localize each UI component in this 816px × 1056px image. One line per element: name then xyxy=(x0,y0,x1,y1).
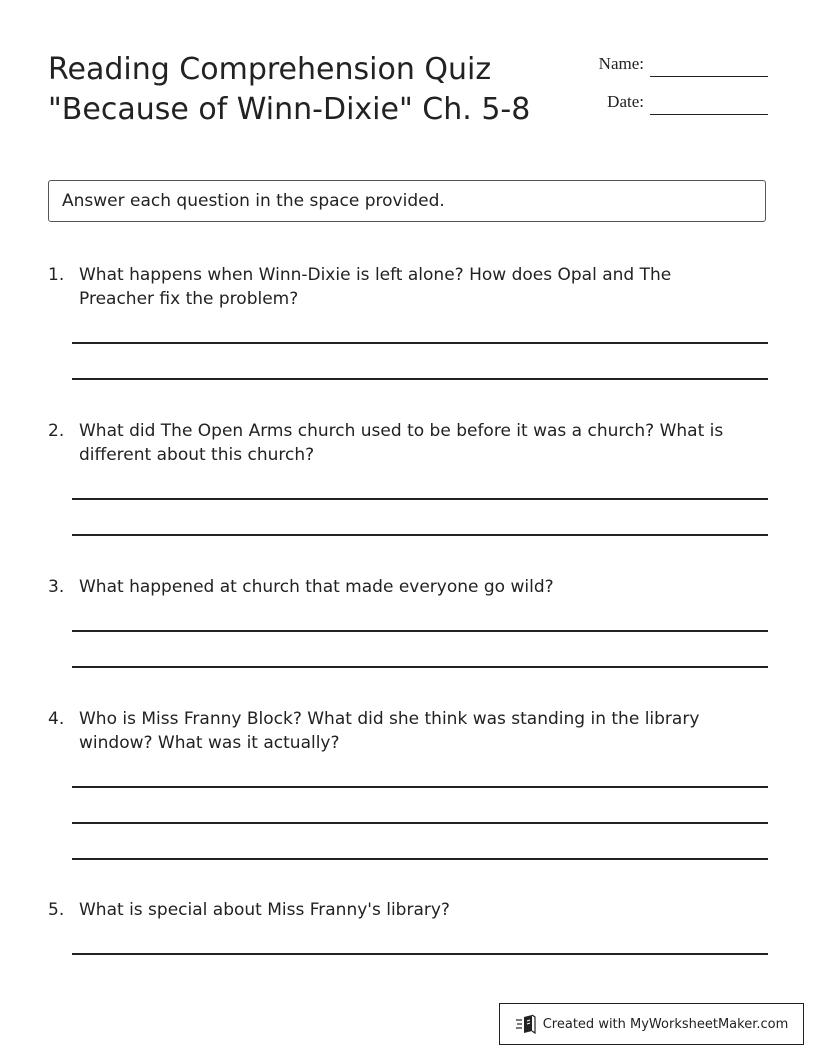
question-text xyxy=(79,419,769,467)
answer-line[interactable] xyxy=(72,630,768,632)
date-blank[interactable] xyxy=(650,114,768,115)
answer-line[interactable] xyxy=(72,534,768,536)
question-number: 3. xyxy=(48,577,65,597)
question-text-line: What is special about Miss Franny's library? xyxy=(79,900,450,920)
question-number: 2. xyxy=(48,421,65,441)
question-number: 1. xyxy=(48,265,65,285)
answer-line[interactable] xyxy=(72,786,768,788)
name-blank[interactable] xyxy=(650,76,768,77)
question-text xyxy=(79,575,769,599)
answer-line[interactable] xyxy=(72,822,768,824)
question-text-line: What happens when Winn-Dixie is left alone? How does Opal and The xyxy=(79,265,672,285)
question-text-line: Preacher fix the problem? xyxy=(79,289,299,309)
question-text-line: window? What was it actually? xyxy=(79,733,340,753)
created-with-badge[interactable] xyxy=(499,1003,804,1045)
question-number: 5. xyxy=(48,900,65,920)
worksheet-title xyxy=(48,50,568,130)
question-text-line: What happened at church that made everyone go wild? xyxy=(79,577,554,597)
answer-line[interactable] xyxy=(72,858,768,860)
title-line-2: "Because of Winn-Dixie" Ch. 5-8 xyxy=(48,92,531,127)
question-text-line: What did The Open Arms church used to be before it was a church? What is xyxy=(79,421,724,441)
question-text xyxy=(79,263,769,311)
answer-line[interactable] xyxy=(72,666,768,668)
book-icon xyxy=(515,1014,537,1034)
question-text-line: different about this church? xyxy=(79,445,315,465)
answer-line[interactable] xyxy=(72,953,768,955)
answer-line[interactable] xyxy=(72,342,768,344)
question-text xyxy=(79,898,769,922)
answer-line[interactable] xyxy=(72,378,768,380)
answer-line[interactable] xyxy=(72,498,768,500)
name-label: Name: xyxy=(598,54,644,73)
title-line-1: Reading Comprehension Quiz xyxy=(48,52,492,87)
question-text xyxy=(79,707,769,755)
date-field[interactable] xyxy=(560,90,770,114)
badge-text: Created with MyWorksheetMaker.com xyxy=(542,1016,789,1032)
question-number: 4. xyxy=(48,709,65,729)
date-label: Date: xyxy=(607,92,644,111)
name-field[interactable] xyxy=(560,52,770,76)
question-text-line: Who is Miss Franny Block? What did she think was standing in the library xyxy=(79,709,700,729)
instructions-box: Answer each question in the space provided. xyxy=(48,180,766,222)
